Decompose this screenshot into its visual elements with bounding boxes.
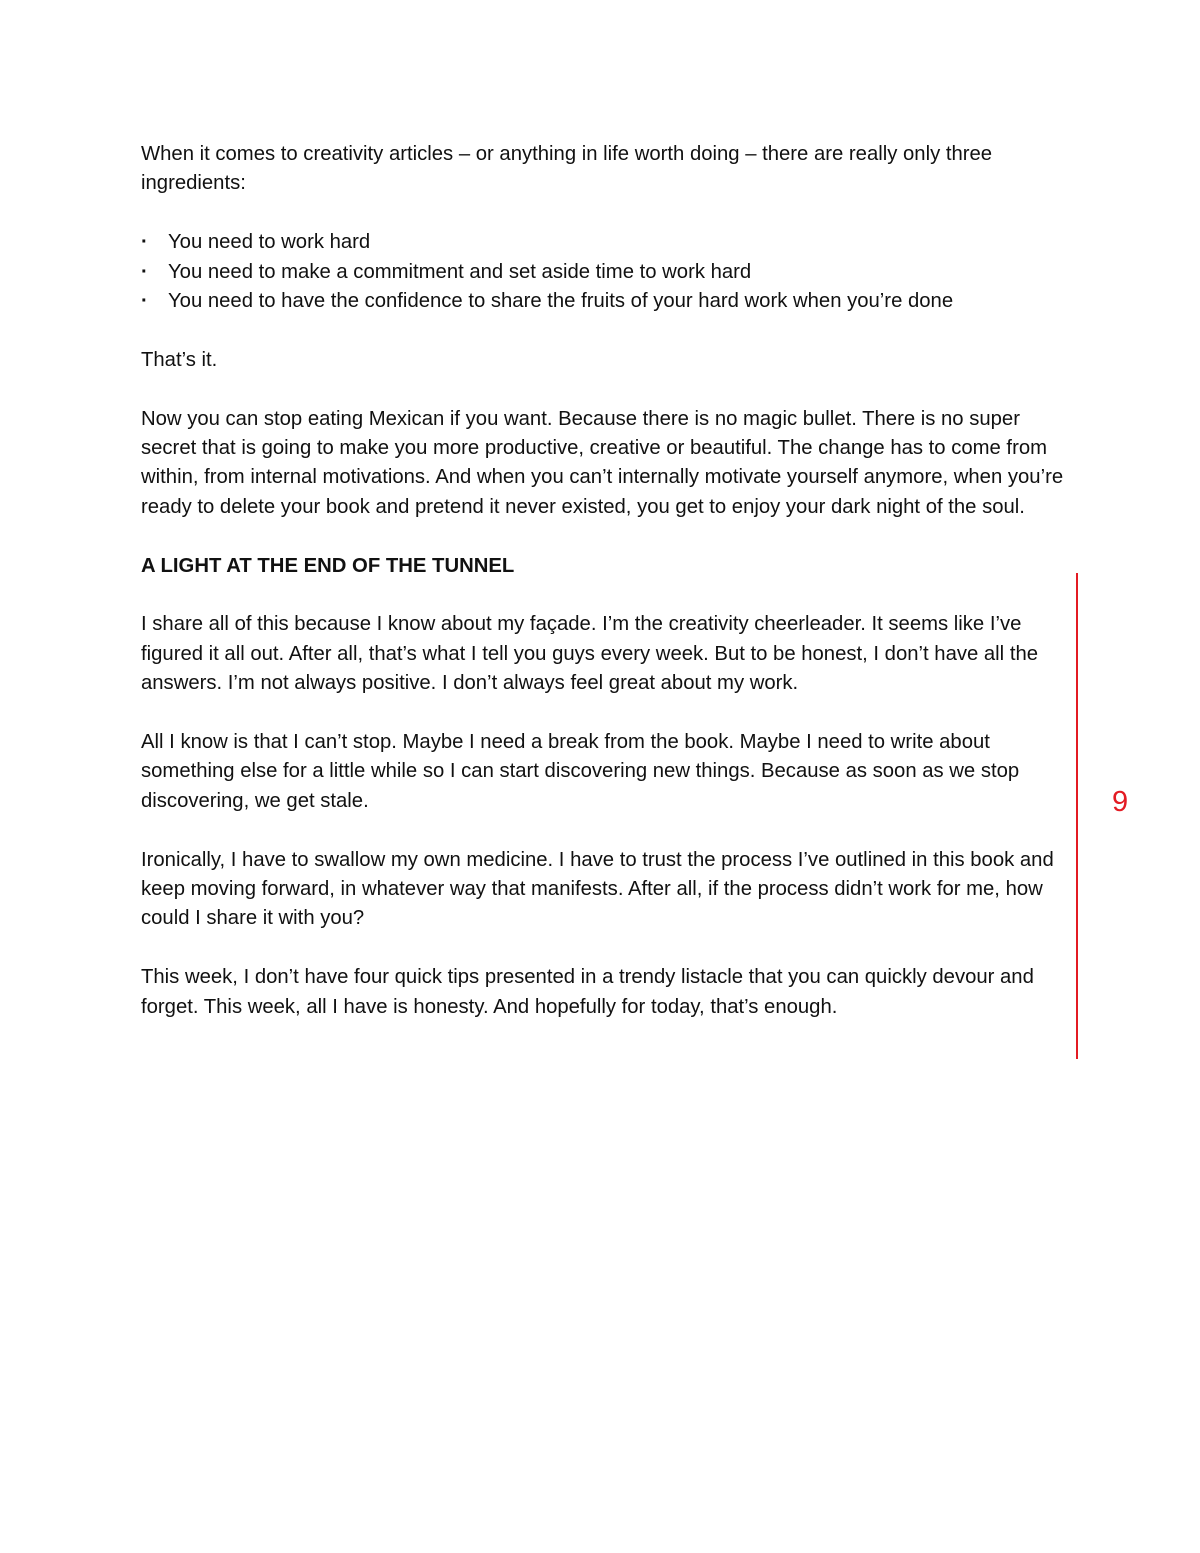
body-text — [141, 140, 1066, 1051]
facade-paragraph: I share all of this because I know about my façade. I’m the creativity cheerleader. It seems like I’ve figured it all out. After all, that’s what I tell you guys every week. But to be honest, I don’t have all the answers. I’m not always positive. I don’t always feel great about my work. — [141, 613, 1039, 695]
list-item: · You need to have the confidence to share the fruits of your hard work when you’re done — [141, 287, 1066, 316]
ingredients-list — [141, 228, 1066, 316]
cant-stop-paragraph: All I know is that I can’t stop. Maybe I need a break from the book. Maybe I need to write about something else for a little while so I can start discovering new things. Because as soon as we stop discovering, we get stale. — [141, 731, 1020, 812]
page-number: 9 — [1112, 786, 1129, 818]
medicine-paragraph: Ironically, I have to swallow my own medicine. I have to trust the process I’ve outlined in this book and keep moving forward, in whatever way that manifests. After all, if the process didn’t work for me, how could I share it with you? — [141, 848, 1054, 930]
section-heading: A LIGHT AT THE END OF THE TUNNEL — [141, 554, 515, 577]
list-item: · You need to make a commitment and set aside time to work hard — [141, 258, 1066, 287]
honesty-paragraph: This week, I don’t have four quick tips presented in a trendy listacle that you can quickly devour and forget. This week, all I have is honesty. And hopefully for today, that’s enough. — [141, 966, 1034, 1018]
mexican-paragraph: Now you can stop eating Mexican if you want. Because there is no magic bullet. There is no super secret that is going to make you more productive, creative or beautiful. The change has to come from within, from internal motivations. And when you can’t internally motivate yourself anymore, when you’re ready to delete your book and pretend it never existed, you get to enjoy your dark night of the soul. — [141, 407, 1064, 518]
margin-rule — [1076, 573, 1078, 1059]
intro-paragraph: When it comes to creativity articles – or anything in life worth doing – there are really only three ingredients: — [141, 143, 993, 195]
list-item: · You need to work hard — [141, 228, 1066, 257]
thats-it-paragraph: That’s it. — [141, 348, 218, 371]
